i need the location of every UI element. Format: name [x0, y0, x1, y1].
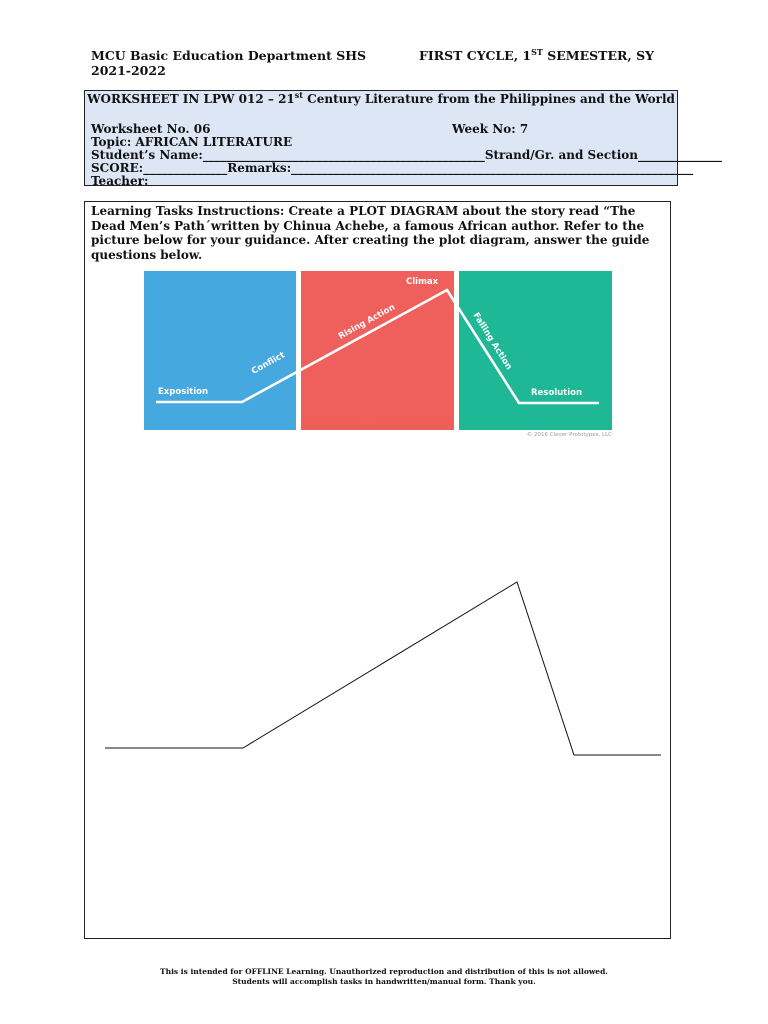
- score-remarks-field[interactable]: SCORE:______________Remarks:___________________________________________________________________: [91, 161, 694, 175]
- topic: Topic: AFRICAN LITERATURE: [91, 135, 293, 149]
- resolution-label: Resolution: [531, 388, 583, 398]
- learning-task-box: [84, 201, 671, 939]
- task-instructions: Learning Tasks Instructions: Create a PLOT DIAGRAM about the story read “The Dead Men’s Path´written by Chinua Achebe, a famous African author. Refer to the picture below for your guidance. After creating the plot diagram, answer the guide questions below.: [91, 204, 650, 262]
- middle-label: MIDDLE: [301, 416, 454, 429]
- footer-notice-1: This is intended for OFFLINE Learning. Unauthorized reproduction and distribution of this is not allowed.: [160, 967, 608, 976]
- week-number: Week No: 7: [452, 122, 529, 136]
- worksheet-number: Worksheet No. 06: [91, 122, 211, 136]
- falling-action-label: Falling Action: [470, 311, 514, 372]
- plot-diagram-reference: [144, 271, 612, 441]
- blank-plot-outline: [85, 562, 672, 782]
- end-label: END: [459, 416, 612, 429]
- beginning-label: BEGINNING: [144, 416, 296, 429]
- teacher-field[interactable]: Teacher:: [91, 174, 149, 188]
- footer-notice-2: Students will accomplish tasks in handwritten/manual form. Thank you.: [232, 977, 536, 986]
- exposition-label: Exposition: [158, 387, 209, 397]
- climax-label: Climax: [406, 277, 439, 287]
- conflict-label: Conflict: [250, 350, 287, 377]
- department-name: MCU Basic Education Department SHS: [91, 48, 367, 63]
- rising-action-label: Rising Action: [337, 302, 397, 342]
- school-year: 2021-2022: [91, 63, 166, 78]
- worksheet-title: WORKSHEET IN LPW 012 – 21st Century Literature from the Philippines and the World: [87, 90, 675, 106]
- worksheet-info-box: [84, 90, 722, 188]
- student-name-field[interactable]: Student’s Name:_______________________________________________Strand/Gr. and Section______________: [91, 148, 722, 162]
- cycle-semester: FIRST CYCLE, 1ST SEMESTER, SY: [419, 46, 655, 63]
- copyright-notice: © 2016 Clever Prototypes, LLC: [526, 432, 612, 438]
